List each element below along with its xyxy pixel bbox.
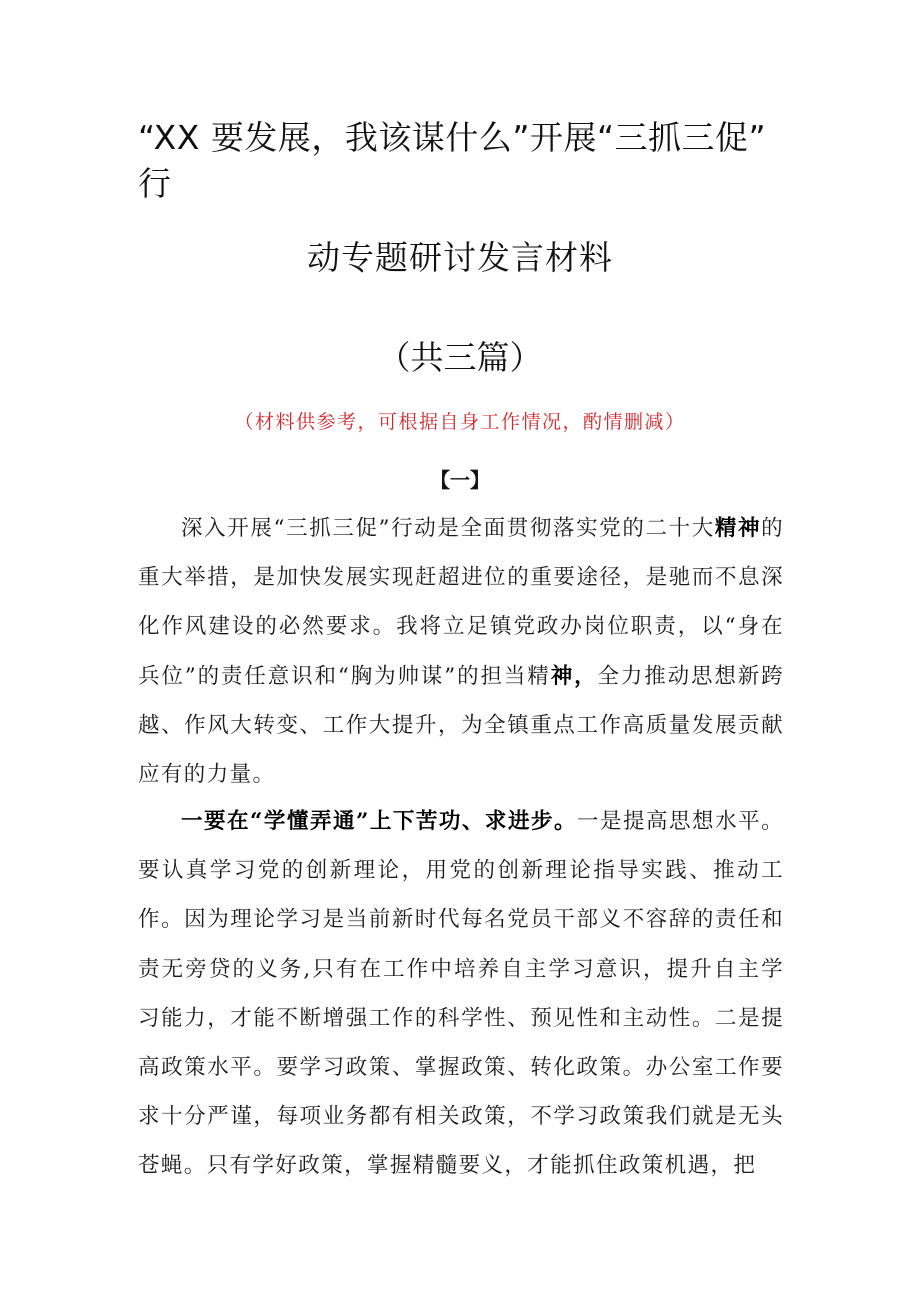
paragraph-2-bold-lead: 一要在“学懂弄通”上下苦功、求进步。 — [181, 809, 577, 834]
reference-note: （材料供参考，可根据自身工作情况，酌情删减） — [234, 411, 686, 433]
paragraph-1-bold-a: 精神 — [714, 516, 762, 541]
paragraph-1-text-c: 全力推动思想新跨越、作风大转变、工作大提升，为全镇重点工作高质量发展贡献应有的力量。 — [138, 663, 785, 788]
document-title-line-1: “XX 要发展，我该谋什么”开展“三抓三促” — [138, 118, 767, 157]
document-title-line-1-wrap: 行 — [138, 164, 171, 203]
paragraph-2 — [138, 797, 784, 1191]
paragraph-1 — [138, 504, 784, 799]
paragraph-1-text-b: 的重大举措，是加快发展实现赶超进位的重要途径，是驰而不息深化作风建设的必然要求。我将立足镇党政办岗位职责，以“身在兵位”的责任意识和“胸为帅谋”的担当精 — [138, 516, 784, 689]
section-heading: 【一】 — [430, 468, 490, 492]
paragraph-2-text: 一是提高思想水平。要认真学习党的创新理论，用党的创新理论指导实践、推动工作。因为理论学习是当前新时代每名党员干部义不容辞的责任和责无旁贷的义务,只有在工作中培养自主学习意识，提升自主学习能力，才能不断增强工作的科学性、预见性和主动性。二是提高政策水平。要学习政策、掌握政策、转化政策。办公室工作要求十分严谨，每项业务都有相关政策，不学习政策我们就是无头苍蝇。只有学好政策，掌握精髓要义，才能抓住政策机遇，把 — [138, 809, 784, 1179]
paragraph-1-text-a: 深入开展“三抓三促”行动是全面贯彻落实党的二十大 — [181, 516, 715, 541]
document-title-line-2: 动专题研讨发言材料 — [307, 238, 613, 277]
document-subtitle: （共三篇） — [377, 338, 543, 377]
paragraph-1-bold-b: 神， — [550, 663, 598, 689]
